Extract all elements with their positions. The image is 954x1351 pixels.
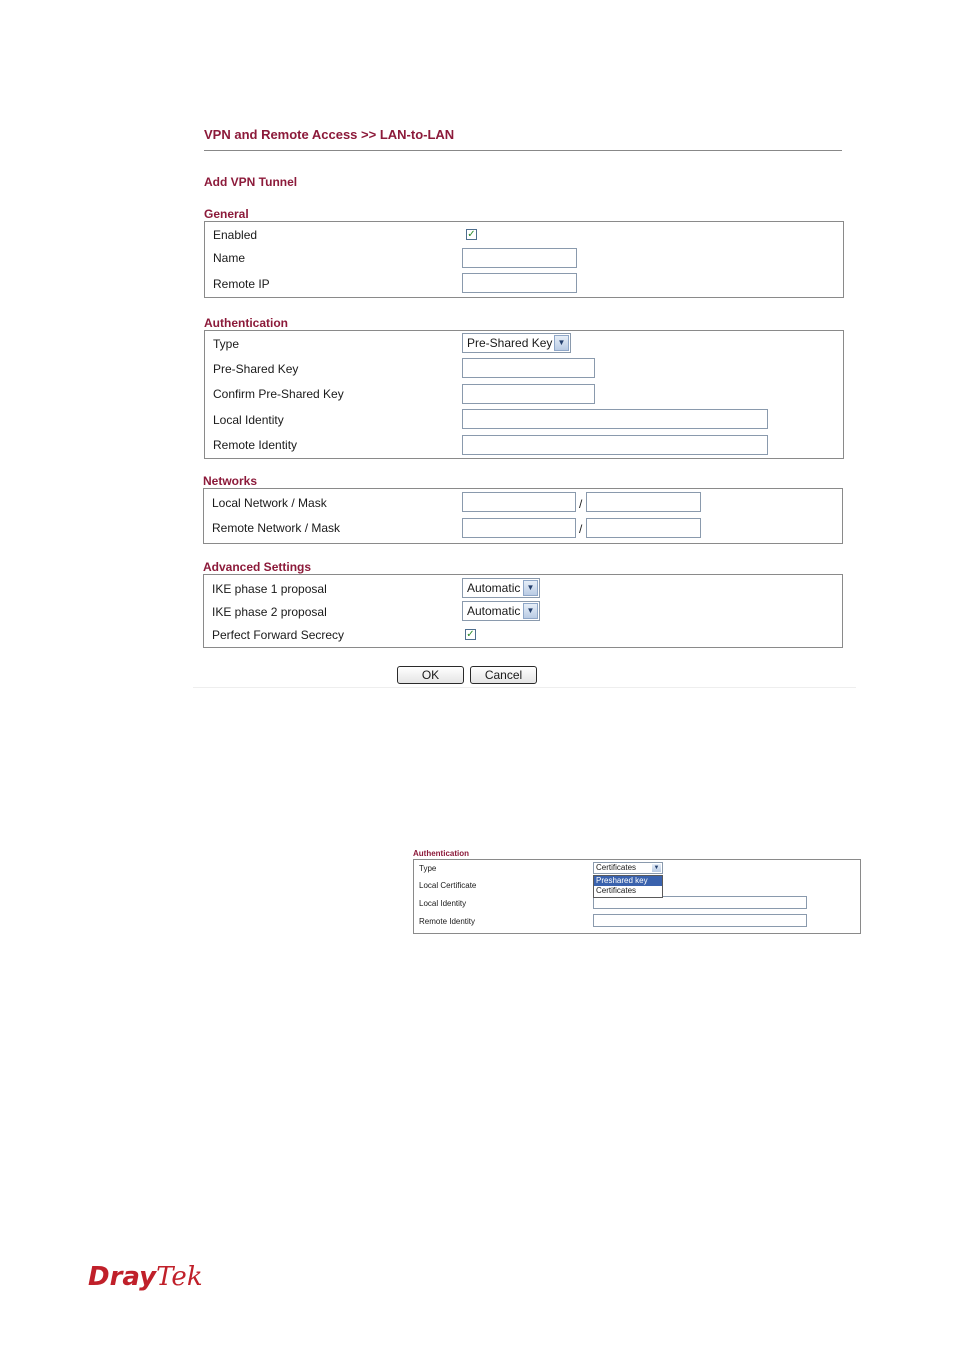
general-heading: General <box>204 207 249 221</box>
inset-type-dropdown <box>593 875 663 898</box>
confirm-psk-input[interactable] <box>462 384 595 404</box>
enabled-label: Enabled <box>213 228 258 242</box>
inset-type-value: Certificates <box>596 863 637 872</box>
remote-identity-label: Remote Identity <box>213 438 298 452</box>
page-subtitle: Add VPN Tunnel <box>204 175 298 189</box>
ok-button[interactable]: OK <box>397 666 464 684</box>
auth-type-select[interactable] <box>462 333 571 353</box>
chevron-down-icon[interactable]: ▼ <box>653 865 660 871</box>
remote-ip-input[interactable] <box>462 273 577 293</box>
ike2-value: Automatic <box>467 604 521 618</box>
local-network-label: Local Network / Mask <box>212 496 327 510</box>
confirm-psk-label: Confirm Pre-Shared Key <box>213 387 344 401</box>
remote-identity-input[interactable] <box>462 435 768 455</box>
inset-remote-identity-label: Remote Identity <box>419 917 476 926</box>
form-bottom-divider <box>193 687 856 688</box>
pfs-checkbox[interactable]: ✓ <box>466 629 475 640</box>
local-network-separator: / <box>579 497 583 511</box>
inset-local-identity-label: Local Identity <box>419 899 467 908</box>
networks-heading: Networks <box>203 474 258 488</box>
remote-mask-input[interactable] <box>586 518 701 538</box>
title-divider <box>204 150 842 151</box>
remote-ip-label: Remote IP <box>213 277 270 291</box>
advanced-heading: Advanced Settings <box>203 560 312 574</box>
inset-option-preshared[interactable]: Preshared key <box>594 876 662 886</box>
local-network-input[interactable] <box>462 492 576 512</box>
name-input[interactable] <box>462 248 577 268</box>
local-mask-input[interactable] <box>586 492 701 512</box>
inset-type-select[interactable] <box>593 862 663 874</box>
inset-option-certificates[interactable]: Certificates <box>596 886 637 895</box>
local-identity-label: Local Identity <box>213 413 284 427</box>
inset-type-label: Type <box>419 864 437 873</box>
inset-local-certificate-label: Local Certificate <box>419 881 477 890</box>
ike2-select[interactable] <box>462 601 540 621</box>
auth-type-value: Pre-Shared Key <box>467 336 553 350</box>
logo-part-dray: Dray <box>88 1262 157 1292</box>
enabled-checkbox[interactable]: ✓ <box>467 229 476 240</box>
inset-remote-identity-input[interactable] <box>593 914 807 927</box>
draytek-logo <box>88 1262 203 1292</box>
logo-part-tek: Tek <box>156 1262 203 1292</box>
page-title: VPN and Remote Access >> LAN-to-LAN <box>204 127 455 142</box>
authentication-heading: Authentication <box>204 316 288 330</box>
inset-authentication-heading: Authentication <box>413 849 469 858</box>
remote-network-input[interactable] <box>462 518 576 538</box>
ike1-value: Automatic <box>467 581 521 595</box>
chevron-down-icon[interactable]: ▼ <box>523 603 538 619</box>
local-identity-input[interactable] <box>462 409 768 429</box>
chevron-down-icon[interactable]: ▼ <box>554 335 569 351</box>
ike1-label: IKE phase 1 proposal <box>212 582 327 596</box>
remote-network-separator: / <box>579 522 583 536</box>
name-label: Name <box>213 251 246 265</box>
ike2-label: IKE phase 2 proposal <box>212 605 327 619</box>
ike1-select[interactable] <box>462 578 540 598</box>
cancel-button[interactable]: Cancel <box>470 666 537 684</box>
type-label: Type <box>213 337 240 351</box>
psk-input[interactable] <box>462 358 595 378</box>
chevron-down-icon[interactable]: ▼ <box>523 580 538 596</box>
pfs-label: Perfect Forward Secrecy <box>212 628 345 642</box>
remote-network-label: Remote Network / Mask <box>212 521 341 535</box>
psk-label: Pre-Shared Key <box>213 362 299 376</box>
